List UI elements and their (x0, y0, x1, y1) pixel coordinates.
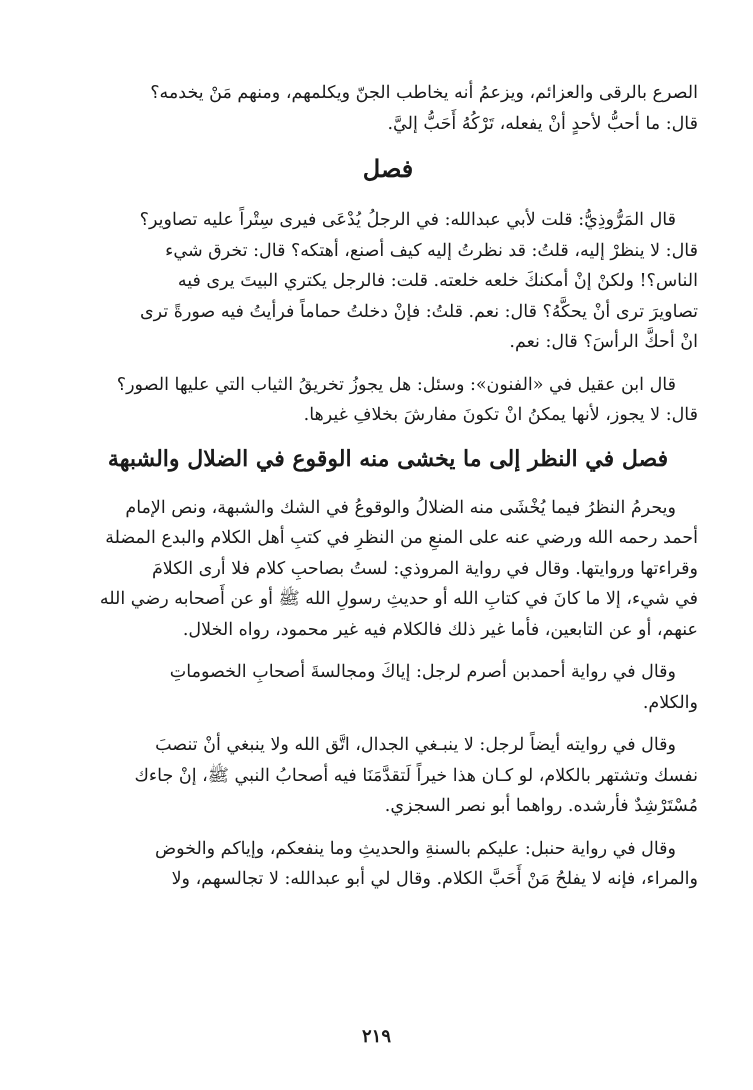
paragraph-prohibition (78, 493, 698, 646)
text-line: في شيء، إلا ما كانَ في كتابِ الله أو حديثِ رسولِ الله ﷺ أو عن أَصحابه رضي الله (99, 589, 698, 609)
text-line: عنهم، أو عن التابعين، فأما غير ذلك فالكلام فيه غير محمود، رواه الخلال. (182, 619, 698, 640)
text-line: قال: لا ينظرْ إليه، قلتُ: قد نظرتُ إليه كيف أصنع، أهتكه؟ قال: تخرق شيء (165, 240, 698, 261)
text-line: قال: لا يجوز، لأنها يمكنُ انْ تكونَ مفارشَ بخلافِ غيرها. (303, 405, 698, 425)
text-line: وقال في رواية أحمدبن أصرم لرجل: إياكَ ومجالسةَ أصحابِ الخصوماتِ (169, 662, 676, 682)
paragraph-hanbal (78, 834, 698, 895)
paragraph-gap (78, 718, 698, 730)
paragraph-jidal (78, 730, 698, 822)
section-heading-nazar: فصل في النظر إلى ما يخشى منه الوقوع في الضلال والشبهة (107, 445, 669, 472)
text-line: الناس؟! ولكنْ إنْ أمكنكَ خلعه خلعته. قلت: فالرجل يكتري البيتَ يرى فيه (177, 271, 698, 291)
text-line: والكلام. (642, 692, 698, 713)
paragraph-ruqa (78, 78, 698, 139)
text-line: قال: ما أحبُّ لأحدٍ أنْ يفعله، تَرْكُهُ أَحَبُّ إليَّ. (387, 113, 698, 134)
text-line: وقال في رواية حنبل: عليكم بالسنةِ والحديثِ وما ينفعكم، وإياكم والخوض (154, 838, 676, 859)
paragraph-ahmad-bin-asram (78, 657, 698, 718)
paragraph-gap (78, 358, 698, 370)
text-line: قال ابن عقيل في «الفنون»: وسئل: هل يجوزُ تخريقُ الثياب التي عليها الصور؟ (116, 374, 676, 395)
text-line: وقال في روايته أيضاً لرجل: لا ينبـغي الجدال، اتَّق الله ولا ينبغي أنْ تنصبَ (155, 735, 676, 755)
page-body (78, 78, 698, 895)
text-line: ويحرمُ النظرُ فيما يُخْشَى منه الضلالُ والوقوعُ في الشك والشبهة، ونص الإمام (125, 497, 676, 518)
text-line: قال المَرُّوذِيُّ: قلت لأبي عبدالله: في الرجلُ يُدْعَى فيرى سِتْراً عليه تصاوير؟ (139, 210, 676, 230)
text-line: انْ أحكَّ الرأسَ؟ قال: نعم. (509, 332, 698, 352)
text-line: والمراء، فإنه لا يفلحُ مَنْ أَحَبَّ الكلام. وقال لي أبو عبدالله: لا تجالسهم، ولا (171, 869, 698, 889)
text-line: مُسْتَرْشِدٌ فأرشده. رواهما أبو نصر السجزي. (384, 796, 698, 816)
text-line: نفسك وتشتهر بالكلام، لو كـان هذا خيراً لَتقدَّمَنَا فيه أصحابُ النبي ﷺ، إنْ جاءك (134, 765, 698, 786)
text-line: الصرع بالرقى والعزائم، ويزعمُ أنه يخاطب الجنّ ويكلمهم، ومنهم مَنْ يخدمه؟ (150, 83, 698, 103)
paragraph-ibn-aqil (78, 370, 698, 431)
text-line: تصاويرَ ترى أنْ يحكَّهُ؟ قال: نعم. قلتُ: فإنْ دخلتُ حماماً فرأيتُ فيه صورةً ترى (139, 301, 698, 322)
paragraph-gap (78, 645, 698, 657)
section-heading-fasl: فصل (362, 154, 414, 183)
text-line: وقراءتها وروايتها. وقال في رواية المروذي: لستُ بصاحبِ كلام فلا أرى الكلامَ (151, 558, 698, 579)
text-line: أحمد رحمه الله ورضي عنه على المنعِ من النظرِ في كتبِ أهل الكلام والبدع المضلة (105, 528, 698, 548)
paragraph-gap (78, 822, 698, 834)
paragraph-marrudhi-pictures (78, 205, 698, 358)
page-number: ٢١٩ (361, 1026, 391, 1047)
